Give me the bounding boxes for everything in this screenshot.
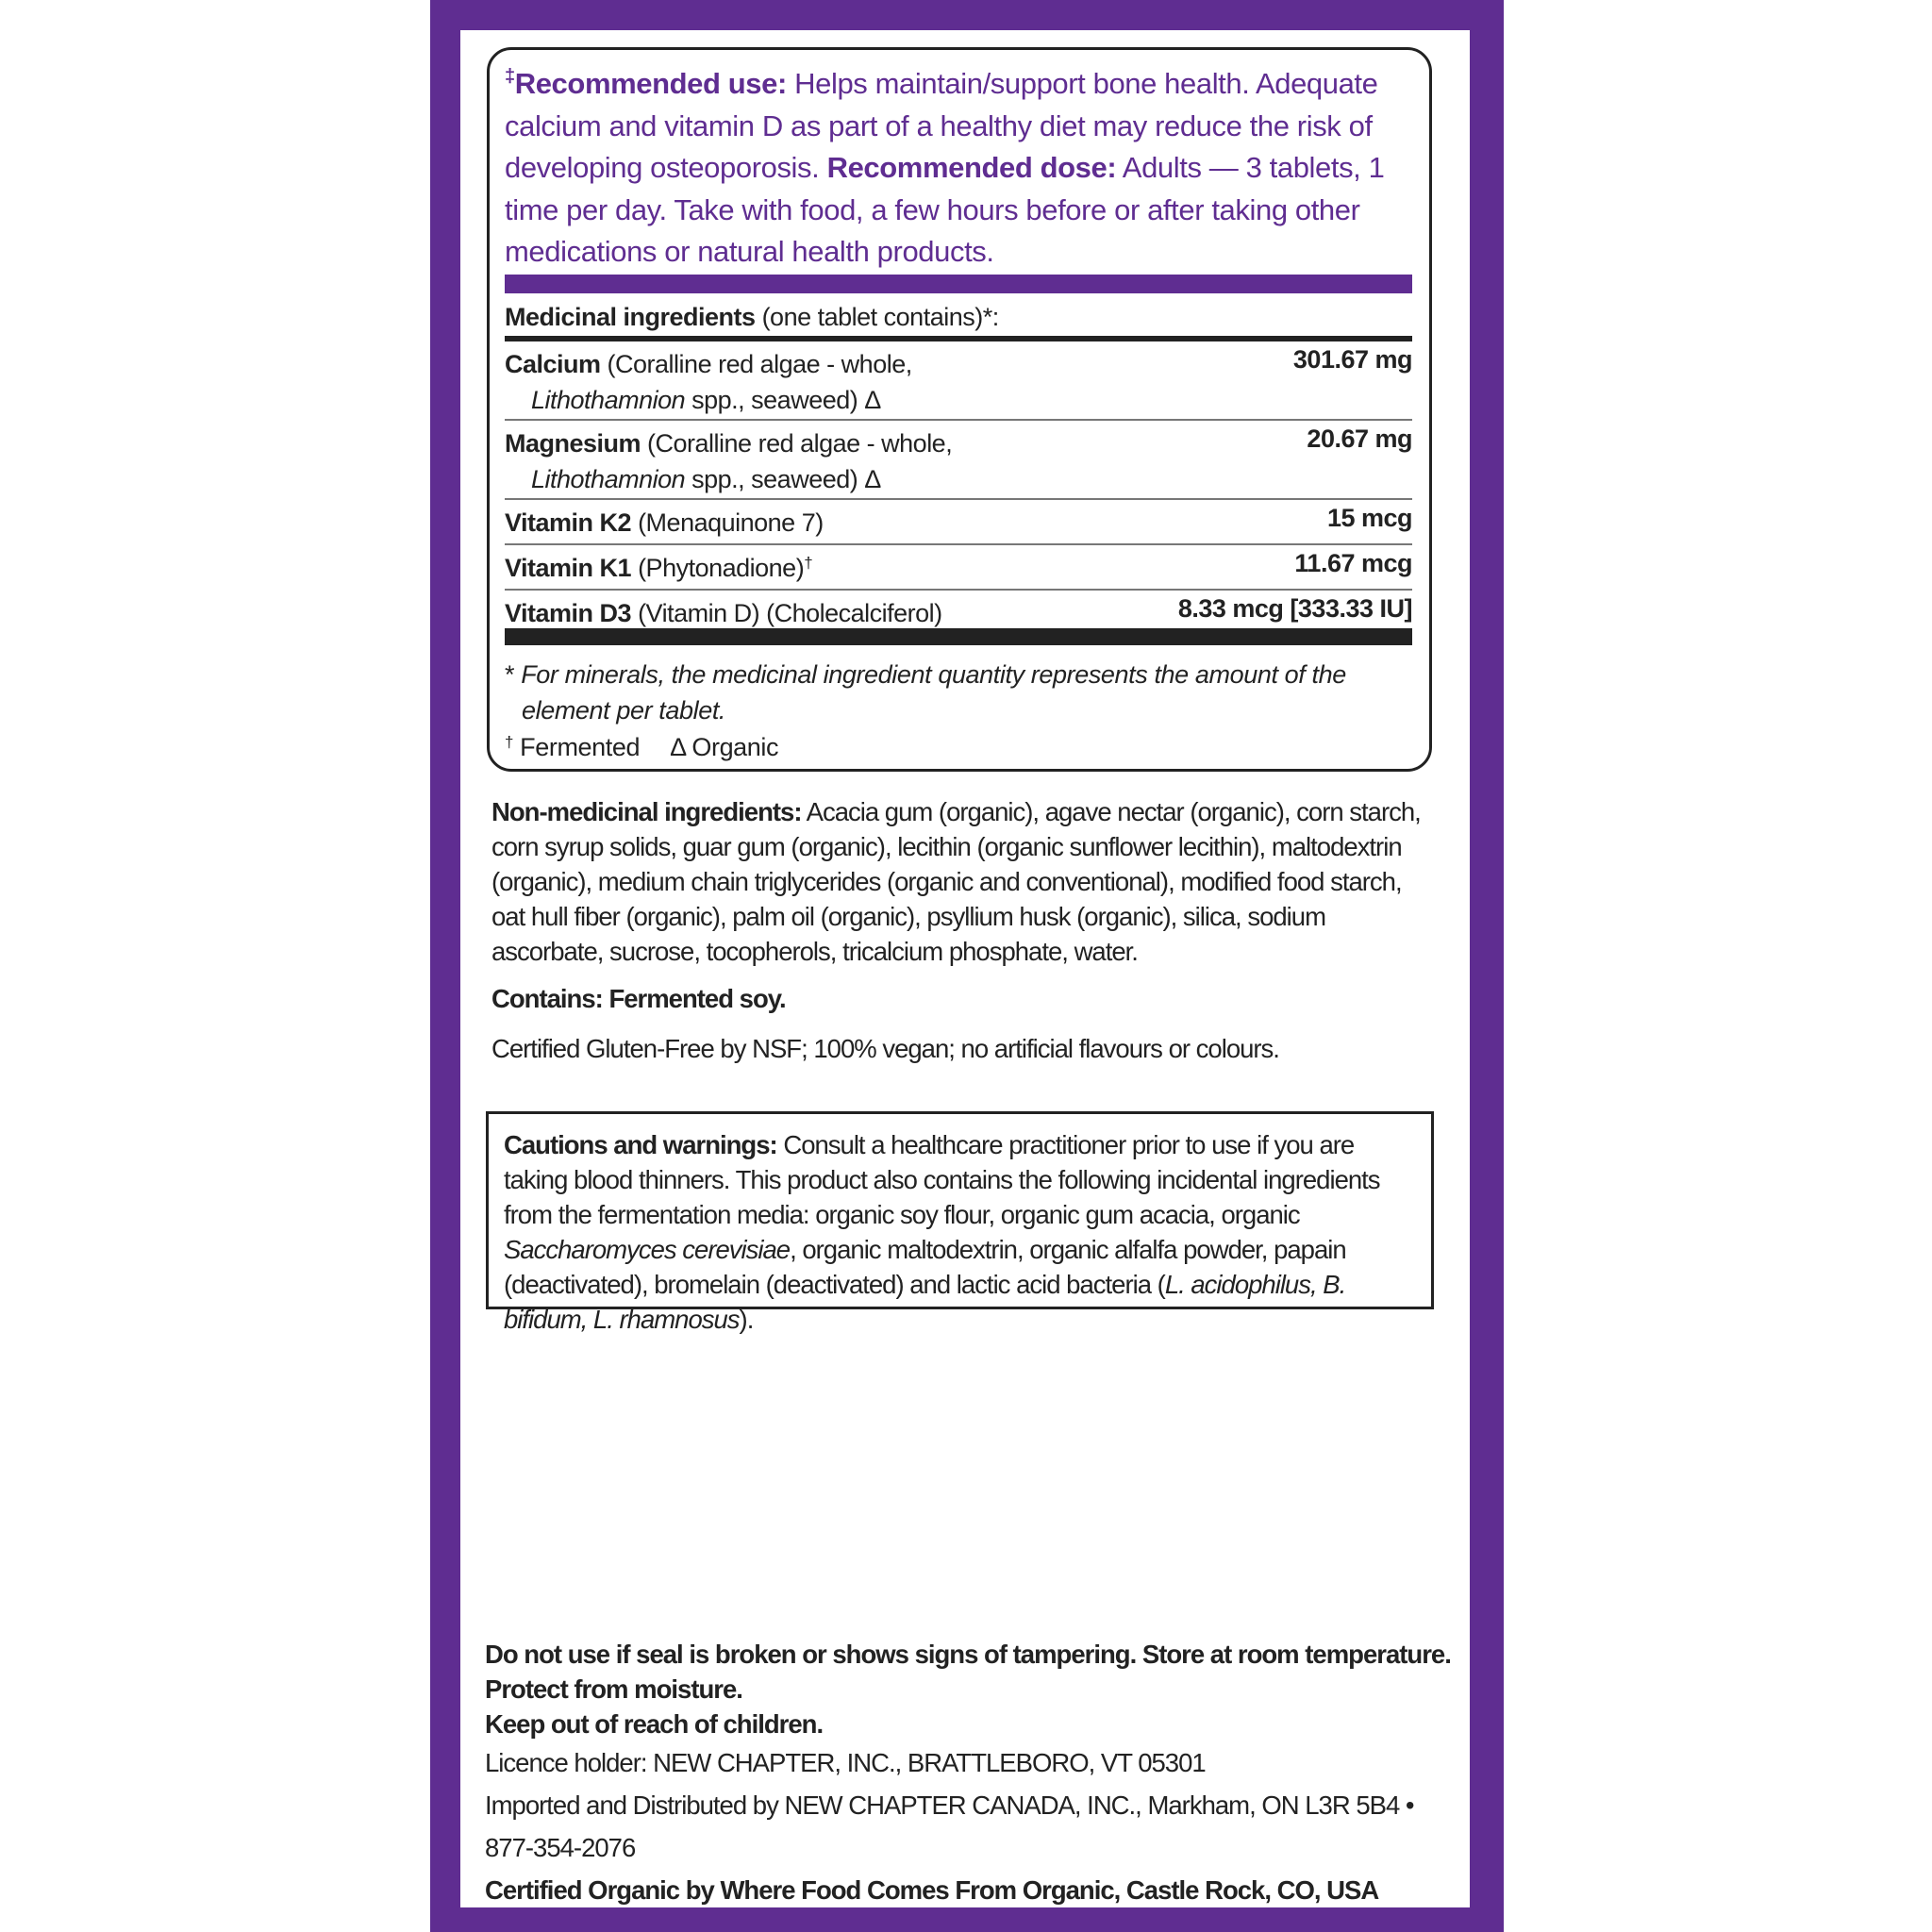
ingredient-detail: (Phytonadione) [631, 554, 805, 582]
non-medicinal-label: Non-medicinal ingredients: [491, 797, 802, 826]
ingredient-amount: 15 mcg [1326, 504, 1412, 532]
medicinal-info-box [487, 47, 1432, 772]
non-medicinal-ingredients [491, 794, 1440, 969]
children-warning: Keep out of reach of children. [485, 1709, 824, 1739]
legend-organic: Δ Organic [670, 733, 779, 761]
double-dagger-mark: ‡ [505, 66, 515, 87]
ingredient-table [505, 341, 1412, 636]
licence-holder: Licence holder: NEW CHAPTER, INC., BRATTLEBORO, VT 05301 [485, 1748, 1206, 1777]
footnote-line-1: For minerals, the medicinal ingredient quantity represents the amount of the [521, 660, 1346, 689]
ingredient-name: Calcium [505, 350, 601, 378]
ingredient-sub-detail: spp., seaweed) Δ [685, 386, 881, 414]
cautions-body-1: Consult a healthcare practitioner prior to use if you are taking blood thinners. This product also contains the following incidental ingredients from the fermentation media: organic soy flour, organic gum acacia, organic [504, 1130, 1380, 1229]
ingredient-detail: (Menaquinone 7) [631, 508, 824, 537]
dagger-mark: † [505, 733, 514, 751]
ingredient-species: Lithothamnion [531, 465, 686, 493]
cautions-box [486, 1111, 1434, 1334]
cautions-text [504, 1127, 1424, 1337]
ingredient-row-calcium [505, 341, 1412, 421]
ingredient-amount: 20.67 mg [1307, 425, 1412, 453]
cautions-label: Cautions and warnings: [504, 1130, 777, 1159]
ingredient-name: Magnesium [505, 429, 641, 458]
cautions-species: Saccharomyces cerevisiae [504, 1235, 791, 1264]
ingredient-row-magnesium [505, 421, 1412, 500]
ingredient-name: Vitamin D3 [505, 599, 632, 627]
cautions-body-3: ). [739, 1305, 754, 1334]
gluten-free-statement: Certified Gluten-Free by NSF; 100% vegan; no artificial flavours or colours. [491, 1034, 1279, 1063]
symbol-legend [505, 729, 778, 765]
ingredient-amount: 301.67 mg [1292, 345, 1412, 374]
recommended-dose-label: Recommended dose: [826, 151, 1117, 184]
legend-fermented: Fermented [513, 733, 641, 761]
recommended-dose-text: Adults — 3 tablets, 1 time per day. Take with food, a few hours before or after taking other medications or natural health products. [505, 151, 1385, 268]
ingredient-sub-detail: spp., seaweed) Δ [685, 465, 881, 493]
medicinal-header-rest: (one tablet contains)*: [755, 303, 999, 331]
allergen-statement: Contains: Fermented soy. [491, 984, 786, 1013]
ingredient-name: Vitamin K2 [505, 508, 632, 537]
mineral-footnote [505, 657, 1412, 728]
ingredient-species: Lithothamnion [531, 386, 686, 414]
ingredient-detail: (Coralline red algae - whole, [641, 429, 953, 458]
dagger-mark: † [804, 554, 813, 572]
certified-organic: Certified Organic by Where Food Comes From Organic, Castle Rock, CO, USA [485, 1875, 1379, 1905]
purple-divider [505, 275, 1412, 293]
importer: Imported and Distributed by NEW CHAPTER CANADA, INC., Markham, ON L3R 5B4 • 877-354-2076 [485, 1790, 1414, 1862]
footnote-line-2: element per tablet. [522, 696, 726, 724]
ingredient-detail: (Coralline red algae - whole, [600, 350, 912, 378]
storage-and-licence [485, 1637, 1466, 1911]
recommended-use-label: Recommended use: [514, 67, 787, 100]
medicinal-header-label: Medicinal ingredients [505, 303, 756, 331]
cautions-body-2: , organic maltodextrin, organic alfalfa powder, papain (deactivated), bromelain (deactivated) and lactic acid bacteria ( [504, 1235, 1346, 1299]
recommended-use [505, 63, 1412, 274]
ingredient-row-vitamin-k2 [505, 500, 1412, 545]
ingredient-name: Vitamin K1 [505, 554, 632, 582]
non-medicinal-text: Acacia gum (organic), agave nectar (organic), corn starch, corn syrup solids, guar gum (organic), lecithin (organic sunflower lecithin), maltodextrin (organic), medium chain triglycerides (organic and conventional), modified food starch, oat hull fiber (organic), palm oil (organic), psyllium husk (organic), silica, sodium ascorbate, sucrose, tocopherols, tricalcium phosphate, water. [491, 797, 1421, 966]
medicinal-header [505, 298, 1412, 336]
seal-warning: Do not use if seal is broken or shows signs of tampering. Store at room temperature. [485, 1640, 1451, 1669]
footnote-star: * [505, 660, 522, 689]
ingredient-row-vitamin-k1 [505, 545, 1412, 591]
moisture-warning: Protect from moisture. [485, 1674, 742, 1704]
ingredient-detail: (Vitamin D) (Cholecalciferol) [631, 599, 942, 627]
cautions-bacteria: L. acidophilus, B. bifidum, L. rhamnosus [504, 1270, 1346, 1334]
recommended-use-text: Helps maintain/support bone health. Adequate calcium and vitamin D as part of a healthy diet may reduce the risk of developing osteoporosis. [505, 67, 1378, 184]
ingredient-amount: 8.33 mcg [333.33 IU] [1177, 594, 1412, 623]
ingredient-amount: 11.67 mcg [1294, 549, 1412, 577]
table-bottom-bar [505, 628, 1412, 645]
